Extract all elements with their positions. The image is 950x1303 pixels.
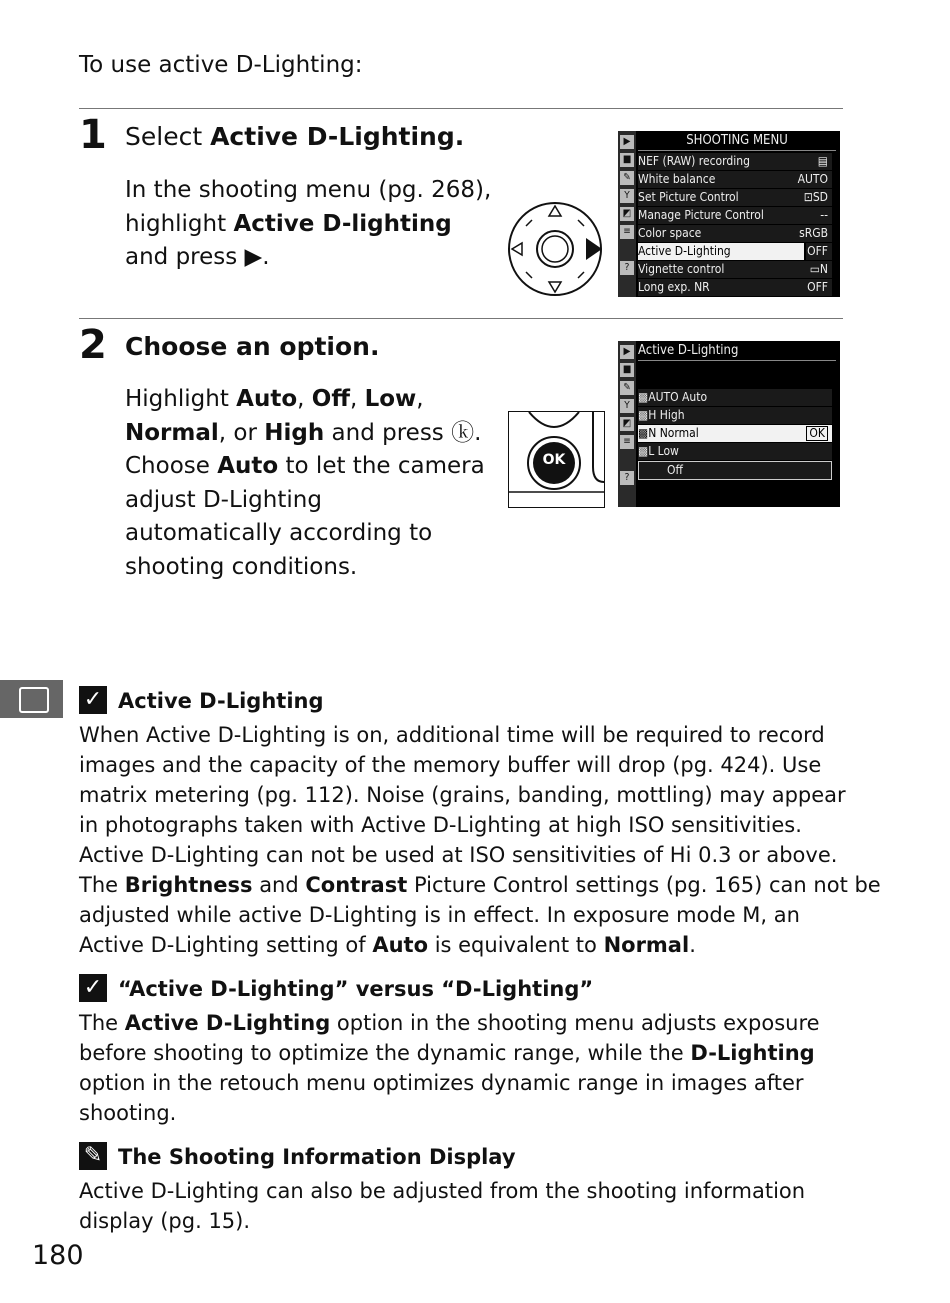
menu-row: NEF (RAW) recording ▤ [638,153,832,170]
ok-button-illustration [508,411,605,508]
note-title: The Shooting Information Display [118,1145,516,1169]
step-1-title: Select Active D-Lighting. [125,122,465,151]
step-2-number: 2 [79,322,107,368]
note-body: The Active D-Lighting option in the shooting menu adjusts exposure before shooting to optimize the dynamic range, while the D-Lighting option in the retouch menu optimizes dynamic range in images after shooting. [79,1011,820,1125]
note-title: “Active D-Lighting” versus “D-Lighting” [118,977,594,1001]
camera-tab-icon: ■ [620,363,634,377]
menu-row: Set Picture Control ⊡SD [638,189,832,206]
check-icon: ✓ [79,974,107,1002]
option-row-selected: ▩N Normal OK [638,425,832,442]
intro-text: To use active D-Lighting: [79,52,363,78]
note-body: When Active D-Lighting is on, additional time will be required to record images and the capacity of the memory buffer will drop (pg. 424). Use matrix metering (pg. 112). Noise (grains, banding, mottling) may appear in photographs taken with Active D-Lighting at high ISO sensitivities. Active D-Lighting can not be used at ISO sensitivities of Hi 0.3 or above. The Brightness and Contrast Picture Control settings (pg. 165) can not be adjusted while active D-Lighting is in effect. In exposure mode M, an Active D-Lighting setting of Auto is equivalent to Normal. [79,723,881,957]
playback-tab-icon: ▶ [620,345,634,359]
active-d-lighting-screen [618,341,840,507]
page-number: 180 [32,1240,84,1271]
option-row: Off [638,461,832,480]
retouch-tab-icon [19,687,49,713]
menu-row: Long exp. NR OFF [638,279,832,296]
help-icon: ? [620,261,634,275]
pencil-tab-icon: ✎ [620,171,634,185]
option-row: ▩AUTO Auto [638,389,832,406]
multi-selector-icon [506,200,604,298]
playback-tab-icon: ▶ [620,135,634,149]
wrench-tab-icon: Y [620,399,634,413]
ok-label: OK [542,452,566,468]
mymenu-tab-icon: ≡ [620,225,634,239]
menu-tabs [618,341,636,507]
step-2-body: Highlight Auto, Off, Low, Normal, or High and press ⓚ. Choose Auto to let the camera adjust D-Lighting automatically according to shooting conditions. [125,386,485,580]
wrench-tab-icon: Y [620,189,634,203]
menu-row: White balance AUTO [638,171,832,188]
menu-row: Vignette control ▭N [638,261,832,278]
pencil-tab-icon: ✎ [620,381,634,395]
step-1-body: In the shooting menu (pg. 268), highlight Active D-lighting and press ▶. [125,177,492,270]
retouch-menu-tab [0,680,63,718]
mymenu-tab-icon: ≡ [620,435,634,449]
note-body: Active D-Lighting can also be adjusted from the shooting information display (pg. 15). [79,1179,806,1233]
pencil-icon: ✎ [79,1142,107,1170]
menu-row-value: OFF [806,243,832,260]
help-icon: ? [620,471,634,485]
menu-tabs [618,131,636,297]
divider [79,108,843,109]
step-2-title: Choose an option. [125,332,380,361]
submenu-header: Active D-Lighting [638,343,836,361]
divider [79,318,843,319]
option-row: ▩L Low [638,443,832,460]
retouch-tab-icon: ◩ [620,417,634,431]
menu-row: Manage Picture Control -- [638,207,832,224]
camera-tab-icon: ■ [620,153,634,167]
retouch-tab-icon: ◩ [620,207,634,221]
shooting-menu-screen [618,131,840,297]
menu-row: Color space sRGB [638,225,832,242]
check-icon: ✓ [79,686,107,714]
step-1-number: 1 [79,112,107,158]
note-title: Active D-Lighting [118,689,324,713]
option-row: ▩H High [638,407,832,424]
menu-header: SHOOTING MENU [638,133,836,151]
menu-row-selected: Active D-Lighting [638,243,804,260]
